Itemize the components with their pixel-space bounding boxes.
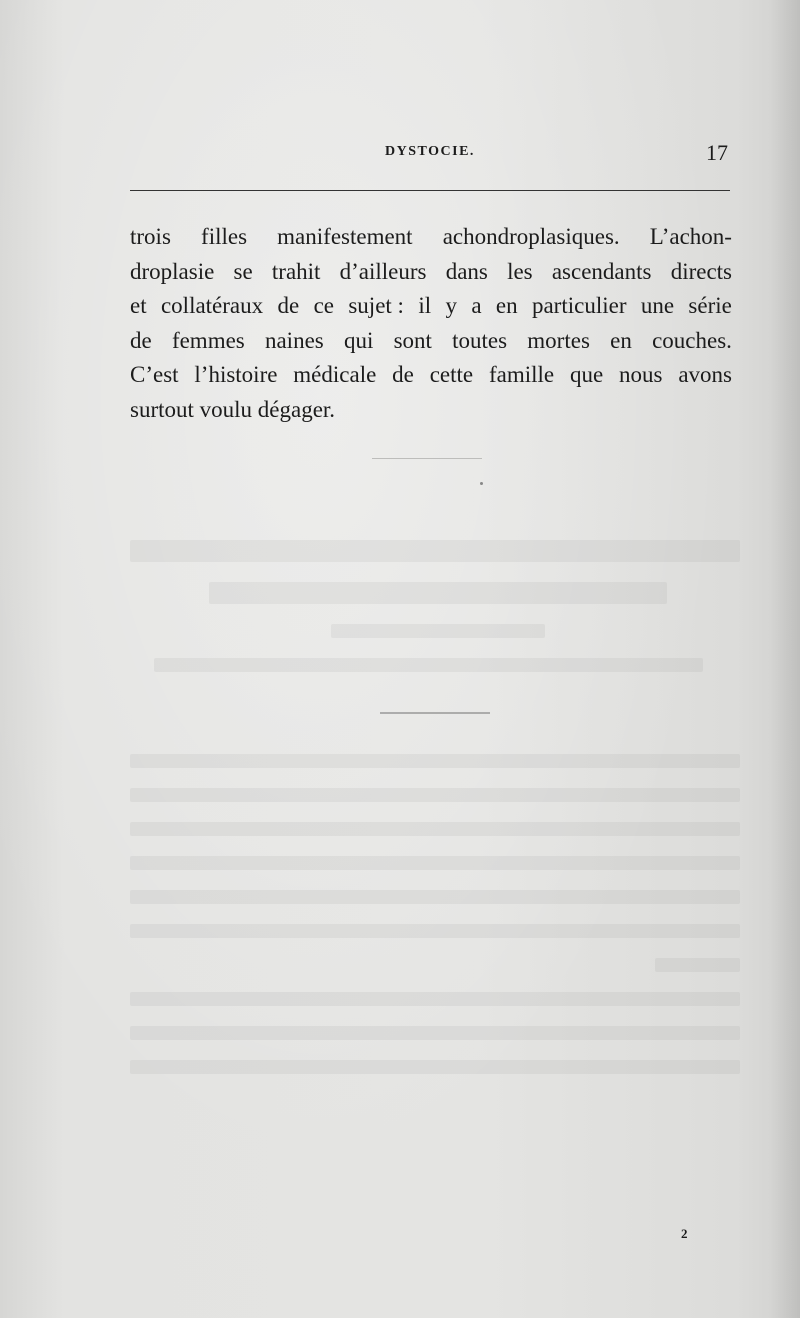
word: a [471,293,482,318]
bleed-line [130,856,740,870]
bleed-line [130,1026,740,1040]
word: trahit [271,258,321,284]
bleed-line [130,754,740,768]
bleed-line [209,582,667,604]
bleed-rule [380,712,490,714]
page-header [130,140,730,170]
word: famille [488,362,555,387]
word: manifestement [277,224,413,249]
bleed-line [154,658,703,672]
text-line [130,358,732,393]
word: de [130,327,152,353]
word: en [610,327,632,353]
word: y [445,293,457,318]
word: dans [445,258,488,284]
word: ascendants [551,258,652,284]
word: les [507,258,533,284]
word: sujet : [348,293,404,318]
text-line [130,255,732,290]
word: collatéraux [160,293,264,318]
bleed-line [130,1060,740,1074]
word: et [130,293,147,318]
word: couches. [652,327,732,353]
word: droplasie [130,258,215,284]
body-paragraph [130,220,732,427]
word: femmes [171,327,245,353]
text-line [130,324,732,359]
word: avons [678,362,732,387]
text-line [130,220,732,255]
word: C’est [130,362,179,387]
ink-speck [480,482,483,485]
section-separator [372,458,482,459]
word: de [392,362,414,387]
bleed-line [130,924,740,938]
bleed-line [130,992,740,1006]
word: filles [201,224,248,249]
page-edge-shadow [770,0,800,1318]
word: de [277,293,300,318]
word: il [418,293,432,318]
word: achondroplasiques. [442,224,620,249]
word: L’achon- [649,224,732,249]
word: médicale [293,362,377,387]
bleed-line [655,958,740,972]
bleed-line [331,624,545,638]
page-number: 17 [706,140,728,165]
bleed-line [130,540,740,562]
word: nous [619,362,663,387]
signature-mark: 2 [681,1226,688,1241]
word: cette [429,362,474,387]
word: ce [313,293,334,318]
bleed-line [130,788,740,802]
bleed-through [130,540,740,1094]
word: se [233,258,253,284]
word: l’histoire [194,362,278,387]
word: sont [393,327,432,353]
word: que [569,362,604,387]
word: particulier [531,293,627,318]
word: une [640,293,675,318]
word: série [688,293,732,318]
header-rule [130,190,730,191]
running-head: DYSTOCIE. [385,144,475,159]
text-line [130,289,732,324]
word: directs [670,258,732,284]
text-line-last [130,393,732,428]
word: en [495,293,518,318]
word: naines [264,327,324,353]
word: trois [130,224,171,249]
word: d’ailleurs [339,258,427,284]
last-line-text: surtout voulu dégager. [130,396,336,422]
bleed-line [130,890,740,904]
bleed-line [130,822,740,836]
word: toutes [452,327,508,353]
word: mortes [527,327,590,353]
word: qui [343,327,374,353]
